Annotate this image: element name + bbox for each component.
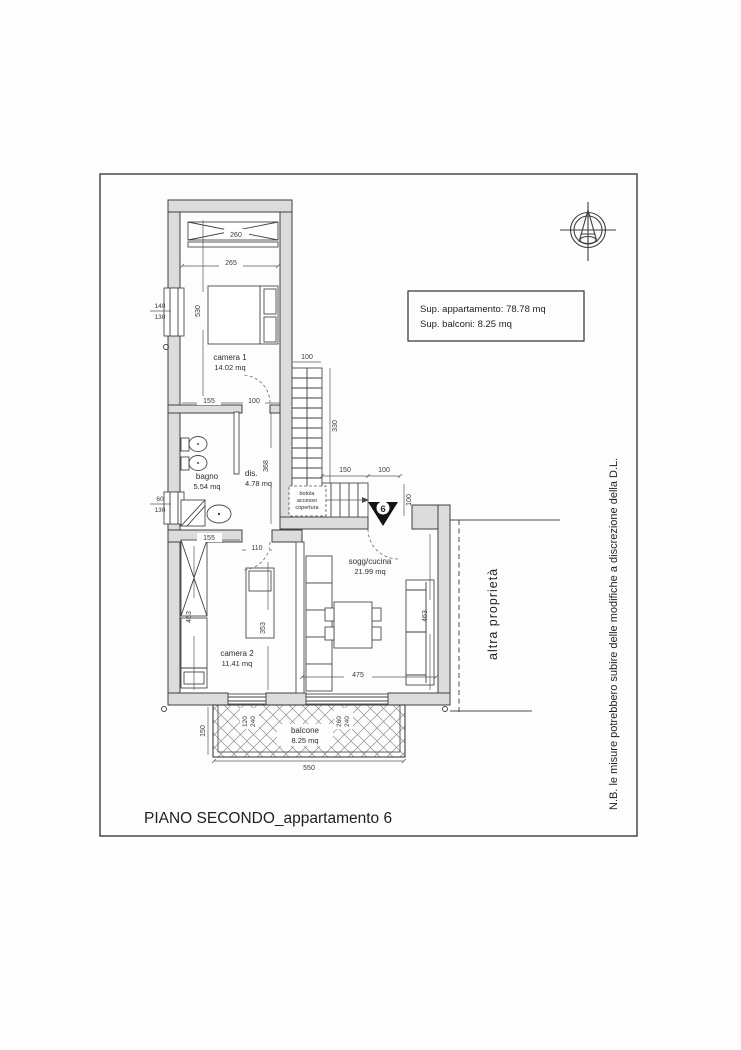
soggiorno-area: 21.99 mq [354, 567, 386, 576]
soggiorno-furniture [306, 529, 434, 691]
boundary-label: altra proprietà [486, 567, 500, 660]
camera2-label: camera 2 [220, 649, 254, 658]
dim-window-sx-w: 120 [242, 716, 249, 727]
dining-table [325, 602, 381, 648]
roof-hatch-label-1: botola [299, 491, 315, 497]
north-arrow-icon [560, 202, 616, 261]
unit-number: 6 [380, 504, 386, 515]
kitchen-units [306, 556, 332, 691]
bagno-label: bagno [195, 472, 219, 481]
corner-marker-icon [443, 707, 448, 712]
partition-bagno-dis [234, 412, 239, 474]
camera1-area: 14.02 mq [214, 363, 246, 372]
unit-entry-marker [368, 502, 398, 527]
dim-dis-door: 100 [248, 398, 260, 405]
dim-window1-w: 140 [154, 303, 166, 310]
dim-camera2-width: 155 [203, 535, 215, 542]
entry-door-arc [368, 529, 398, 559]
dim-camera1-height: 530 [195, 305, 202, 317]
dim-sogg-width: 475 [352, 672, 364, 679]
dim-stair-width: 100 [301, 354, 313, 361]
surface-info-box [408, 291, 584, 341]
partition-camera2-sogg [296, 542, 304, 693]
dim-camera1-width: 265 [225, 260, 237, 267]
roof-hatch-label-2: accesso [296, 498, 318, 504]
bidet [181, 456, 207, 471]
dim-entry-depth: 100 [406, 494, 413, 506]
dim-dis-height: 368 [263, 460, 270, 472]
roof-hatch-box [289, 486, 326, 516]
dis-area: 4.78 mq [245, 479, 273, 488]
dim-camera2-door: 110 [251, 545, 263, 552]
dim-window1-h: 130 [154, 314, 166, 321]
corner-marker-icon [162, 707, 167, 712]
dim-balcone-width: 550 [303, 765, 315, 772]
page-title: PIANO SECONDO_appartamento 6 [144, 810, 393, 827]
window-symbol [164, 288, 184, 336]
camera2-area: 11.41 mq [221, 659, 253, 668]
washbasin [207, 505, 231, 523]
dim-bagno-width: 155 [203, 398, 215, 405]
dim-window2-w: 60 [156, 496, 164, 503]
dim-window-sx-h: 240 [250, 716, 257, 727]
apartment-surface-text: Sup. appartamento: 78.78 mq [420, 304, 546, 315]
soggiorno-label: sogg/cucina [348, 557, 392, 566]
dim-window-dx-h: 240 [344, 716, 351, 727]
dim-camera2-inner: 353 [260, 622, 267, 634]
dim-window-dx-w: 260 [336, 716, 343, 727]
dim-stair-lower: 150 [339, 467, 351, 474]
dim-stair-length: 330 [332, 420, 339, 432]
dim-camera2-height: 463 [186, 611, 193, 623]
disclaimer-note: N.B. le misure potrebbero subire delle modifiche a discrezione della D.L. [608, 457, 620, 810]
double-bed [208, 286, 278, 344]
bagno-area: 5.54 mq [193, 482, 221, 491]
dis-label: dis. [245, 469, 258, 478]
window-symbol [306, 694, 388, 704]
dim-entry-width: 100 [378, 467, 390, 474]
window-symbol [228, 694, 266, 704]
dim-window2-h: 130 [154, 507, 166, 514]
shower [181, 500, 205, 526]
dim-sogg-height: 463 [422, 610, 429, 622]
balcone-area: 8.25 mq [291, 736, 319, 745]
balcony-surface-text: Sup. balconi: 8.25 mq [420, 319, 512, 330]
balcone-label: balcone [290, 726, 320, 735]
camera1-label: camera 1 [213, 353, 247, 362]
dim-closet: 260 [230, 232, 242, 239]
roof-hatch-label-3: copertura [295, 505, 319, 511]
dim-balcone-depth: 150 [200, 725, 207, 737]
staircase [289, 368, 369, 517]
toilet [181, 437, 207, 452]
